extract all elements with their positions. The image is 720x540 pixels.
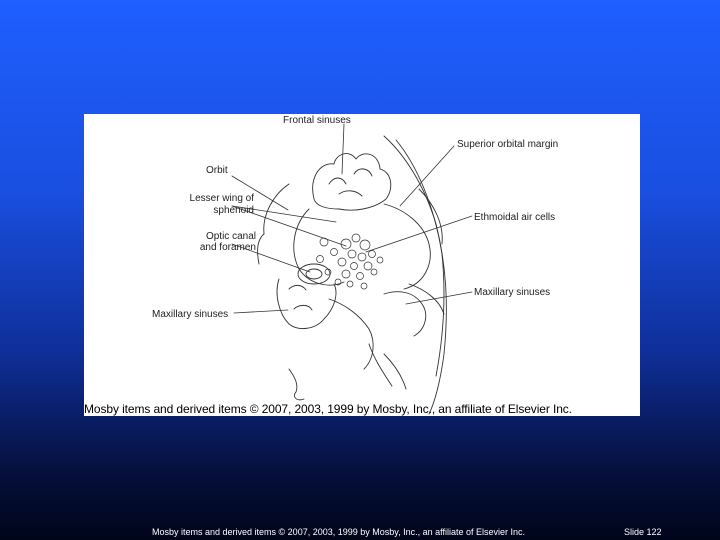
label-ethmoidal-air-cells: Ethmoidal air cells [474, 212, 556, 223]
label-lesser-wing-line1: Lesser wing of [189, 193, 254, 204]
slide-number: Slide 122 [624, 527, 662, 537]
label-maxillary-sinuses-left: Maxillary sinuses [152, 309, 229, 320]
label-frontal-sinuses: Frontal sinuses [283, 115, 351, 126]
sinus-drawing [84, 114, 640, 416]
label-orbit: Orbit [206, 165, 228, 176]
label-optic-canal-line1: Optic canal [205, 231, 256, 242]
label-optic-canal-line2: and foramen [199, 242, 256, 253]
label-maxillary-sinuses-right: Maxillary sinuses [474, 287, 551, 298]
anatomy-figure [84, 114, 640, 416]
footer-credit: Mosby items and derived items © 2007, 2003, 1999 by Mosby, Inc., an affiliate of Elsevier Inc. [152, 527, 525, 537]
label-lesser-wing-line2: sphenoid [213, 205, 254, 216]
figure-credit: Mosby items and derived items © 2007, 2003, 1999 by Mosby, Inc., an affiliate of Elsevier Inc. [84, 402, 572, 416]
label-superior-orbital-margin: Superior orbital margin [457, 139, 559, 150]
